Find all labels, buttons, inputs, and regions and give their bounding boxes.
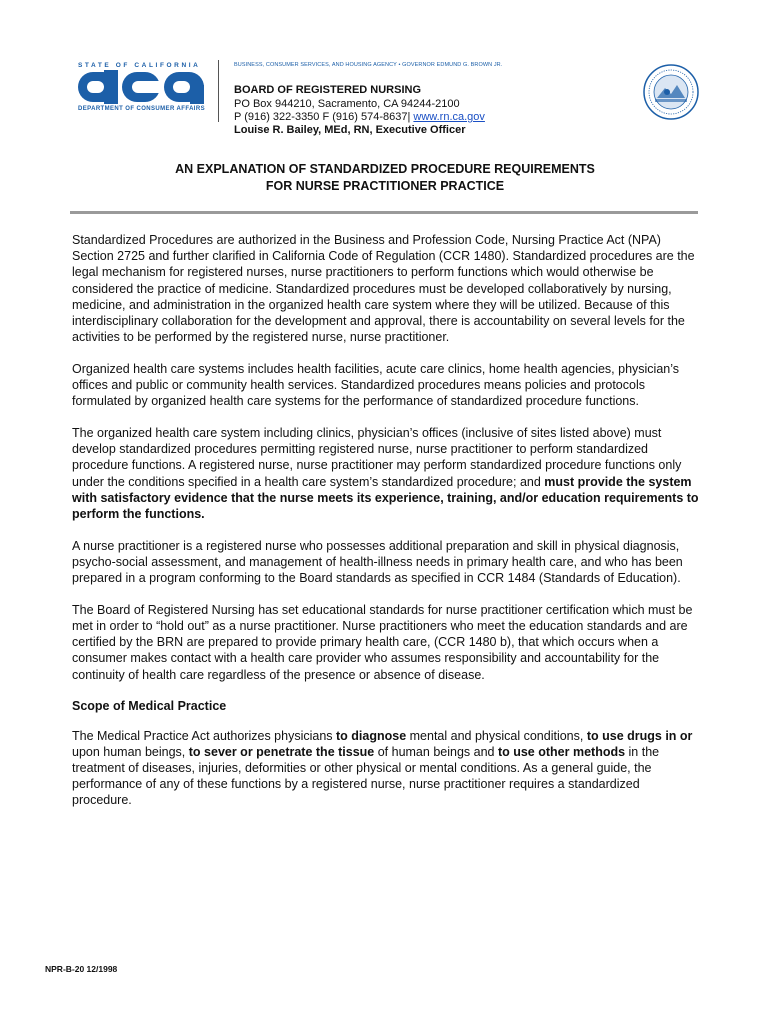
paragraph-board-standards: The Board of Registered Nursing has set educational standards for nurse practitioner certification which must be met in order to “hold out” as a nurse practitioner. Nurse practitioners who meet the education standards and are certified by the BRN are prepared to provide primary health care, (CCR 1480 b), that which occurs when a consumer makes contact with a health care provider who assumes responsibility and accountability for the continuity of health care regardless of the presence or absence of disease. (72, 602, 693, 682)
document-title (70, 161, 700, 195)
phone-fax (234, 111, 485, 123)
p6-e: upon human beings, (72, 744, 189, 759)
paragraph-organized-health-care: Organized health care systems includes health facilities, acute care clinics, home health agencies, physician’s offices and public or community health services. Standardized procedures means policies and protocols formulated by organized health care systems for the performance of standardized procedure functions. (72, 361, 680, 409)
executive-officer: Louise R. Bailey, MEd, RN, Executive Officer (234, 124, 466, 136)
state-seal-icon (643, 64, 699, 120)
p6-d: to use drugs in or (586, 728, 693, 743)
title-line-2: FOR NURSE PRACTITIONER PRACTICE (265, 179, 505, 193)
website-link[interactable]: www.rn.ca.gov (413, 111, 485, 123)
p6-b: to diagnose (336, 728, 407, 743)
p6-f: to sever or penetrate the tissue (188, 744, 375, 759)
paragraph-system-requirements (72, 425, 702, 522)
p6-h: to use other methods (497, 744, 626, 759)
footer-code: NPR-B-20 12/1998 (45, 964, 118, 974)
p6-i: in the treatment of diseases, injuries, deformities or other physical or mental conditions. As a general guide, the performance of any of these functions by a registered nurse, nurse practitioner requires a standardized procedure. (72, 744, 660, 808)
scope-heading: Scope of Medical Practice (72, 699, 227, 714)
document-body (72, 232, 702, 824)
p3-bold-text: must provide the system with satisfactory evidence that the nurse meets its experience, training, and/or education requirements to perform the functions. (72, 474, 699, 522)
phone-fax-text: P (916) 322-3350 F (916) 574-8637| (234, 111, 414, 123)
dca-logo (78, 70, 204, 104)
p6-c: mental and physical conditions, (406, 728, 587, 743)
state-of-california-text: STATE OF CALIFORNIA (78, 62, 201, 69)
agency-line: BUSINESS, CONSUMER SERVICES, AND HOUSING AGENCY • GOVERNOR EDMUND G. BROWN JR. (234, 62, 503, 68)
paragraph-nurse-practitioner: A nurse practitioner is a registered nurse who possesses additional preparation and skill in physical diagnosis, psycho-social assessment, and management of health-illness needs in primary health care, and who has been prepared in a program conforming to the Board standards as specified in CCR 1484 (Standards of Education). (72, 538, 683, 586)
department-of-consumer-affairs-text: DEPARTMENT OF CONSUMER AFFAIRS (78, 106, 205, 112)
paragraph-standardized-procedures: Standardized Procedures are authorized in the Business and Profession Code, Nursing Practice Act (NPA) Section 2725 and further clarified in California Code of Regulation (CCR 1480). Standardized procedures are the legal mechanism for registered nurses, nurse practitioners to perform functions which would otherwise be considered the practice of medicine. Standardized procedures must be developed collaboratively by nursing, medicine, and administration in the organized health care system where they will be utilized. Because of this interdisciplinary collaboration for the development and approval, there is accountability on several levels for the activities to be performed by the registered nurse, nurse practitioner. (72, 233, 695, 345)
p6-a: The Medical Practice Act authorizes physicians (72, 728, 337, 743)
board-name: BOARD OF REGISTERED NURSING (234, 84, 422, 96)
mailing-address: PO Box 944210, Sacramento, CA 94244-2100 (234, 98, 460, 110)
paragraph-medical-practice-act (72, 728, 702, 809)
p6-g: of human beings and (374, 744, 498, 759)
title-line-1: AN EXPLANATION OF STANDARDIZED PROCEDURE REQUIREMENTS (175, 162, 595, 176)
title-rule (70, 211, 698, 214)
header-divider (218, 60, 219, 122)
p3-text: The organized health care system including clinics, physician’s offices (inclusive of sites listed above) must develop standardized procedures permitting registered nurse, nurse practitioner to perform standardized procedure functions. A registered nurse, nurse practitioner may perform standardized procedure functions only under the conditions specified in a health care system’s standardized procedure; and (72, 426, 682, 489)
